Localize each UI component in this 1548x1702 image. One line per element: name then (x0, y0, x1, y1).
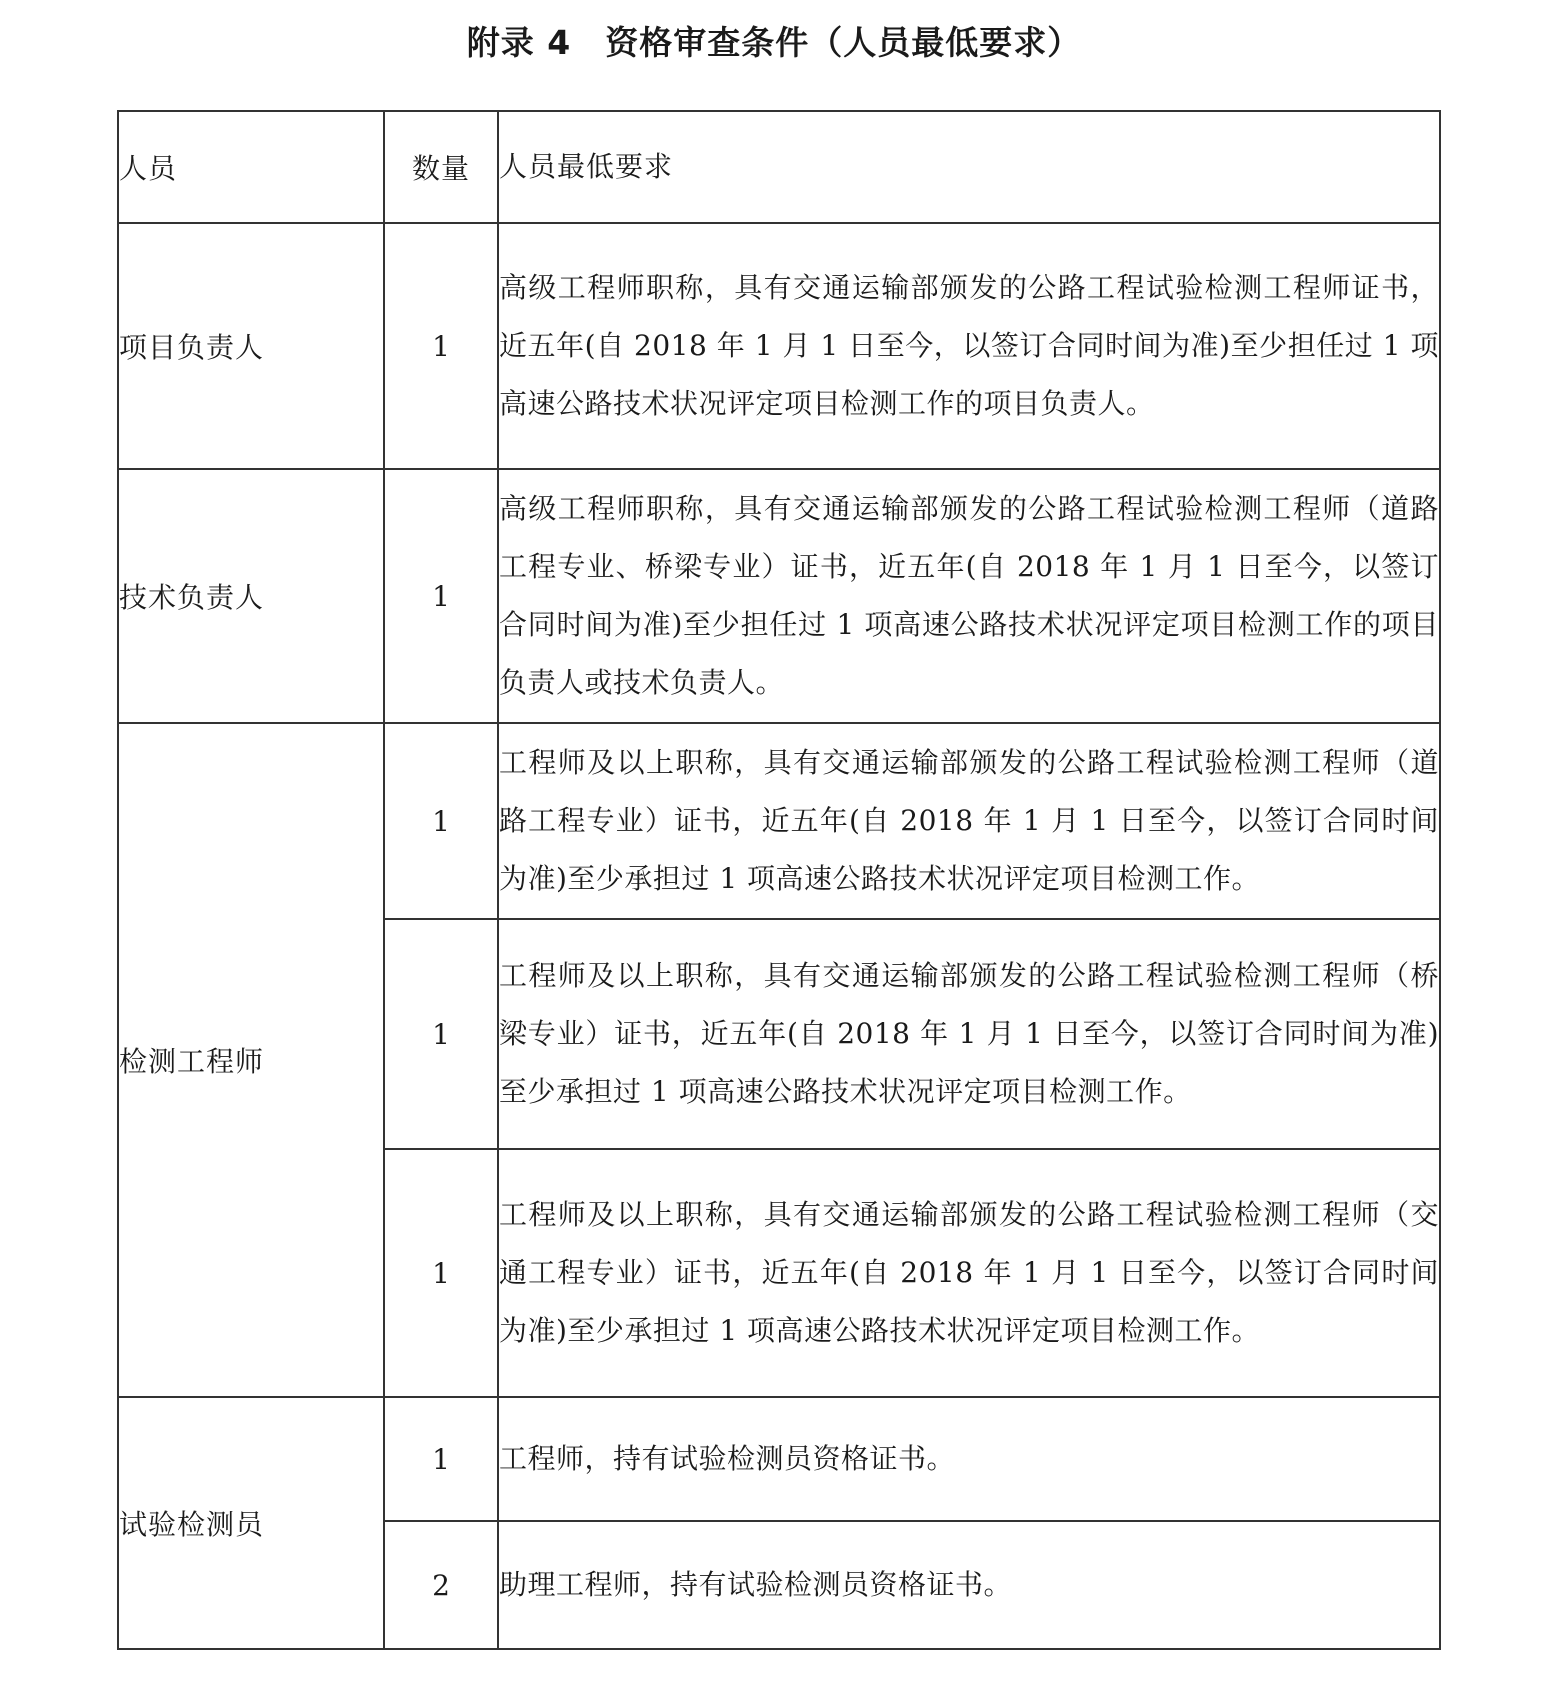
requirement-cell: 工程师及以上职称，具有交通运输部颁发的公路工程试验检测工程师（桥梁专业）证书，近五年(自 2018 年 1 月 1 日至今，以签订合同时间为准)至少承担过 1 项高速公路技术状况评定项目检测工作。 (498, 919, 1440, 1149)
table-header-row (118, 111, 1440, 223)
person-cell: 试验检测员 (118, 1397, 384, 1649)
quantity-cell: 1 (384, 723, 498, 919)
quantity-cell: 2 (384, 1521, 498, 1649)
table-row (118, 223, 1440, 469)
requirement-cell: 高级工程师职称，具有交通运输部颁发的公路工程试验检测工程师证书，近五年(自 2018 年 1 月 1 日至今，以签订合同时间为准)至少担任过 1 项高速公路技术状况评定项目检测工作的项目负责人。 (498, 223, 1440, 469)
quantity-cell: 1 (384, 919, 498, 1149)
table-row (118, 723, 1440, 919)
quantity-cell: 1 (384, 1149, 498, 1397)
person-cell: 检测工程师 (118, 723, 384, 1397)
requirement-cell: 工程师及以上职称，具有交通运输部颁发的公路工程试验检测工程师（交通工程专业）证书，近五年(自 2018 年 1 月 1 日至今，以签订合同时间为准)至少承担过 1 项高速公路技术状况评定项目检测工作。 (498, 1149, 1440, 1397)
person-cell: 项目负责人 (118, 223, 384, 469)
quantity-cell: 1 (384, 469, 498, 723)
table-row (118, 469, 1440, 723)
requirement-cell: 高级工程师职称，具有交通运输部颁发的公路工程试验检测工程师（道路工程专业、桥梁专业）证书，近五年(自 2018 年 1 月 1 日至今，以签订合同时间为准)至少担任过 1 项高速公路技术状况评定项目检测工作的项目负责人或技术负责人。 (498, 469, 1440, 723)
header-quantity: 数量 (384, 111, 498, 223)
requirement-cell: 工程师，持有试验检测员资格证书。 (498, 1397, 1440, 1521)
header-person: 人员 (118, 111, 384, 223)
appendix-number: 附录 4 (466, 23, 572, 62)
appendix-title: 资格审查条件（人员最低要求） (605, 23, 1082, 62)
quantity-cell: 1 (384, 1397, 498, 1521)
requirement-cell: 助理工程师，持有试验检测员资格证书。 (498, 1521, 1440, 1649)
page-title (0, 18, 1548, 68)
person-cell: 技术负责人 (118, 469, 384, 723)
quantity-cell: 1 (384, 223, 498, 469)
requirement-cell: 工程师及以上职称，具有交通运输部颁发的公路工程试验检测工程师（道路工程专业）证书，近五年(自 2018 年 1 月 1 日至今，以签订合同时间为准)至少承担过 1 项高速公路技术状况评定项目检测工作。 (498, 723, 1440, 919)
table-row (118, 1397, 1440, 1521)
personnel-requirements-table (117, 110, 1441, 1650)
header-requirement: 人员最低要求 (498, 111, 1440, 223)
